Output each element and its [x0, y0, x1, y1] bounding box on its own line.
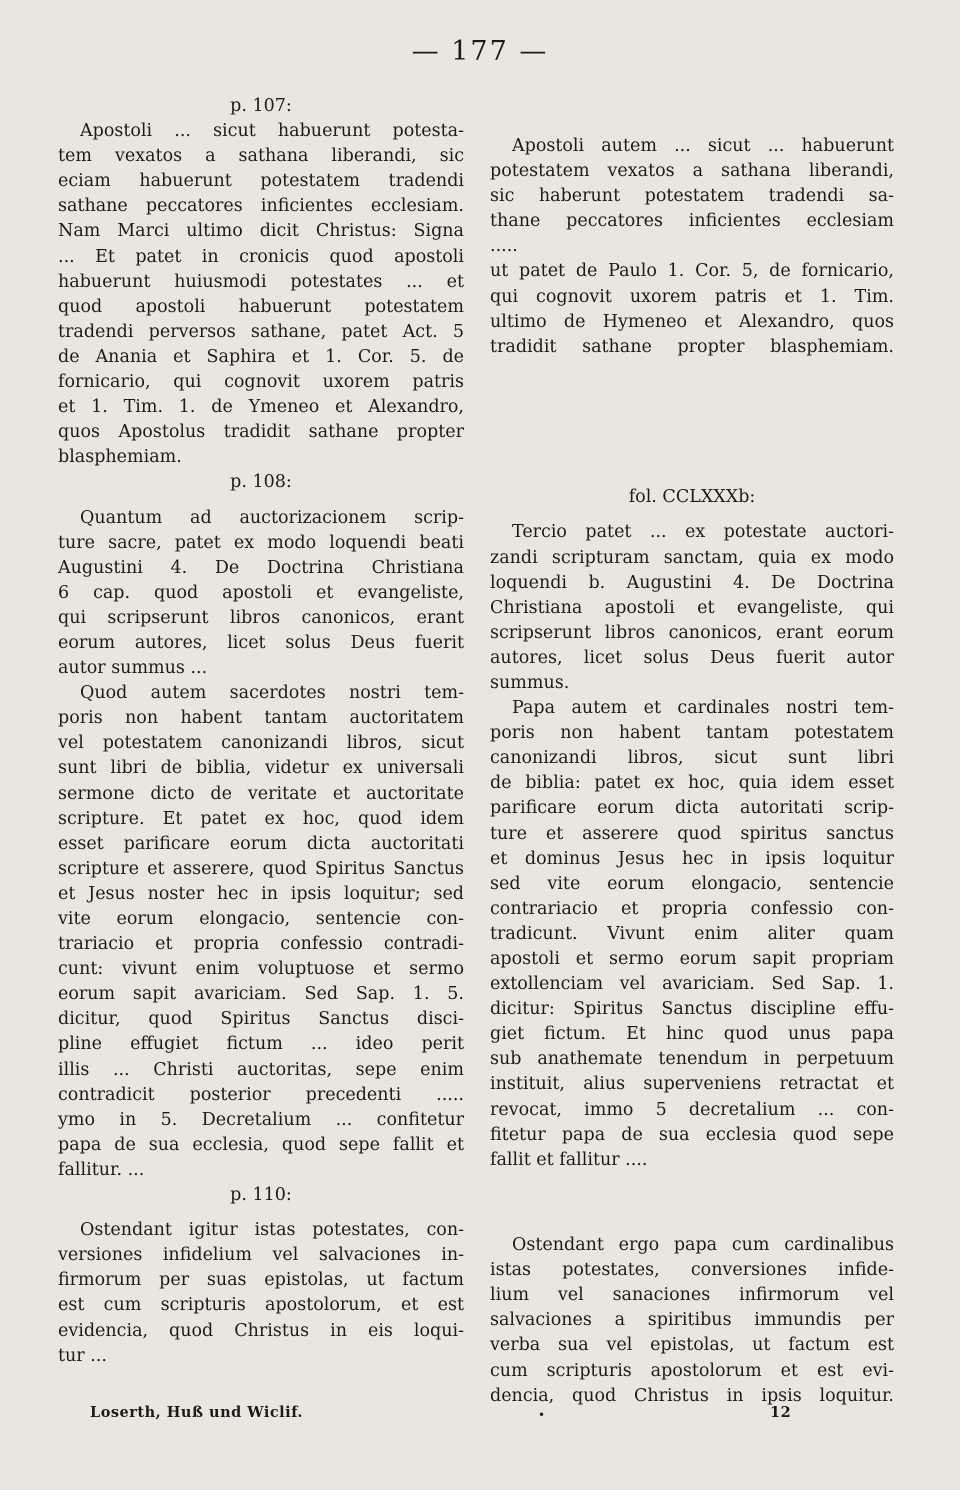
text-line: tradendi perversos sathane, patet Act. 5: [58, 321, 464, 342]
text-line: fornicario, qui cognovit uxorem patris: [58, 372, 464, 393]
page-reference-heading: fol. CCLXXXb:: [628, 487, 756, 508]
blank-line: [490, 1173, 894, 1198]
text-line: de Anania et Saphira et 1. Cor. 5. de: [58, 346, 464, 367]
page-reference-heading: p. 107:: [230, 96, 292, 116]
text-line: autor summus ...: [58, 658, 208, 679]
text-line: 6 cap. quod apostoli et evangeliste,: [58, 582, 464, 603]
text-line: verba sua vel epistolas, ut factum est: [490, 1335, 894, 1356]
text-line: tur ...: [58, 1345, 107, 1366]
text-line: potestatem vexatos a sathana liberandi,: [490, 161, 894, 182]
text-line: habuerunt huiusmodi potestates ... et: [58, 271, 464, 292]
text-line: fallit et fallitur ....: [490, 1149, 648, 1170]
text-line: eciam habuerunt potestatem tradendi: [58, 171, 464, 192]
text-line: scripserunt libros canonicos, erant eorum: [490, 622, 894, 643]
text-line: Ostendant ergo papa cum cardinalibus: [512, 1235, 894, 1256]
text-line: Papa autem et cardinales nostri tem-: [512, 698, 894, 719]
text-line: Quod autem sacerdotes nostri tem-: [80, 683, 464, 704]
text-line: trariacio et propria confessio contradi-: [58, 934, 464, 955]
left-column: [58, 94, 464, 1369]
text-line: qui scripserunt libros canonicos, erant: [58, 607, 464, 628]
footer-dot: •: [538, 1408, 546, 1422]
signature-mark: 12: [770, 1404, 792, 1421]
page-reference-heading: p. 110:: [230, 1185, 292, 1206]
text-line: extollenciam vel avariciam. Sed Sap. 1.: [490, 974, 894, 995]
text-line: sunt libri de biblia, videtur ex universali: [58, 758, 464, 779]
spacer: [58, 496, 464, 506]
text-line: contrariacio et propria confessio con-: [490, 898, 894, 919]
text-line: et dominus Jesus hec in ipsis loquitur: [490, 848, 894, 869]
text-line: illis ... Christi auctoritas, sepe enim: [58, 1059, 464, 1080]
text-line: quos Apostolus tradidit sathane propter: [58, 422, 464, 443]
text-line: dicitur, quod Spiritus Sanctus disci-: [58, 1009, 464, 1030]
text-line: et 1. Tim. 1. de Ymeneo et Alexandro,: [58, 397, 464, 418]
text-line: instituit, alius superveniens retractat et: [490, 1074, 894, 1095]
text-line: fallitur. ...: [58, 1159, 145, 1180]
text-line: blasphemiam.: [58, 447, 182, 468]
text-line: parificare eorum dicta autoritati scrip-: [490, 798, 894, 819]
text-line: tradidit sathane propter blasphemiam.: [490, 336, 894, 357]
text-line: canonizandi libros, sicut sunt libri: [490, 748, 894, 769]
text-line: ture sacre, patet ex modo loquendi beati: [58, 532, 464, 553]
text-line: Apostoli ... sicut habuerunt potesta-: [80, 121, 464, 142]
blank-line: [490, 410, 894, 435]
text-line: quod apostoli habuerunt potestatem: [58, 296, 464, 317]
text-line: thane peccatores inficientes ecclesiam: [490, 211, 894, 232]
text-line: Quantum ad auctorizacionem scrip-: [80, 507, 464, 528]
text-line: ... Et patet in cronicis quod apostoli: [58, 246, 464, 267]
text-line: Apostoli autem ... sicut ... habuerunt: [512, 136, 894, 156]
text-line: sermone dicto de veritate et auctoritate: [58, 783, 464, 804]
text-line: fitetur papa de sua ecclesia quod sepe: [490, 1124, 894, 1145]
text-line: poris non habent tantam auctoritatem: [58, 708, 464, 729]
text-line: scripture. Et patet ex hoc, quod idem: [58, 808, 464, 829]
blank-line: [490, 435, 894, 460]
text-line: cunt: vivunt enim voluptuose et sermo: [58, 959, 464, 980]
text-line: vel potestatem canonizandi libros, sicut: [58, 733, 464, 754]
text-line: dencia, quod Christus in ipsis loquitur.: [490, 1385, 894, 1406]
text-line: sub anathemate tenendum in perpetuum: [490, 1049, 894, 1070]
text-line: papa de sua ecclesia, quod sepe fallit et: [58, 1134, 464, 1155]
right-column: [490, 134, 894, 1409]
text-line: Nam Marci ultimo dicit Christus: Signa: [58, 221, 464, 242]
text-line: qui cognovit uxorem patris et 1. Tim.: [490, 286, 894, 307]
page-number: — 177 —: [411, 36, 549, 67]
spacer: [58, 1208, 464, 1218]
text-line: loquendi b. Augustini 4. De Doctrina: [490, 572, 894, 593]
text-line: vite eorum elongacio, sentencie con-: [58, 909, 464, 929]
blank-line: [490, 1198, 894, 1223]
text-line: eorum autores, licet solus Deus fuerit: [58, 632, 464, 653]
text-line: pline effugiet fictum ... ideo perit: [58, 1034, 464, 1055]
blank-line: [490, 360, 894, 385]
text-line: Augustini 4. De Doctrina Christiana: [58, 557, 464, 578]
text-line: Tercio patet ... ex potestate auctori-: [512, 522, 894, 543]
text-line: Christiana apostoli et evangeliste, qui: [490, 597, 894, 618]
text-line: esset parificare eorum dicta auctoritati: [58, 833, 464, 854]
text-line: firmorum per suas epistolas, ut factum: [58, 1270, 464, 1291]
text-line: ut patet de Paulo 1. Cor. 5, de fornicario,: [490, 261, 894, 282]
text-line: sic haberunt potestatem tradendi sa-: [490, 186, 894, 207]
text-line: autores, licet solus Deus fuerit autor: [490, 647, 894, 668]
text-line: scripture et asserere, quod Spiritus Sanctus: [58, 858, 464, 879]
text-line: apostoli et sermo eorum sapit propriam: [490, 949, 894, 969]
text-line: de biblia: patet ex hoc, quia idem esset: [490, 773, 894, 794]
text-line: sathane peccatores inficientes ecclesiam.: [58, 196, 464, 217]
text-line: istas potestates, conversiones infide-: [490, 1260, 894, 1281]
text-line: eorum sapit avariciam. Sed Sap. 1. 5.: [58, 984, 464, 1005]
text-line: zandi scripturam sanctam, quia ex modo: [490, 547, 894, 568]
text-line: salvaciones a spiritibus immundis per: [490, 1310, 894, 1331]
text-line: lium vel sanaciones infirmorum vel: [490, 1285, 894, 1306]
text-line: evidencia, quod Christus in eis loqui-: [58, 1320, 464, 1341]
text-line: sed vite eorum elongacio, sentencie: [490, 873, 894, 894]
text-line: revocat, immo 5 decretalium ... con-: [490, 1099, 894, 1120]
text-line: versiones infidelium vel salvaciones in-: [58, 1245, 464, 1266]
text-line: cum scripturis apostolorum et est evi-: [490, 1360, 894, 1381]
spacer: [490, 1223, 894, 1233]
blank-line: [490, 385, 894, 410]
text-line: dicitur: Spiritus Sanctus discipline effu-: [490, 999, 894, 1020]
text-line: tradicunt. Vivunt enim aliter quam: [490, 923, 894, 944]
text-line: summus.: [490, 672, 570, 693]
text-line: giet fictum. Et hinc quod unus papa: [490, 1024, 894, 1045]
text-line: Ostendant igitur istas potestates, con-: [80, 1220, 464, 1241]
text-line: poris non habent tantam potestatem: [490, 723, 894, 744]
text-line: tem vexatos a sathana liberandi, sic: [58, 146, 464, 167]
text-line: ture et asserere quod spiritus sanctus: [490, 823, 894, 844]
text-line: et Jesus noster hec in ipsis loquitur; sed: [58, 883, 464, 904]
footer-signature: Loserth, Huß und Wiclif.: [90, 1404, 303, 1421]
text-line: est cum scripturis apostolorum, et est: [58, 1295, 464, 1316]
text-line: .....: [490, 236, 518, 257]
spacer: [490, 510, 894, 520]
text-line: contradicit posterior precedenti .....: [58, 1084, 464, 1105]
text-line: ymo in 5. Decretalium ... confitetur: [58, 1109, 464, 1130]
blank-line: [490, 460, 894, 485]
page-reference-heading: p. 108:: [230, 472, 292, 493]
text-line: ultimo de Hymeneo et Alexandro, quos: [490, 311, 894, 332]
